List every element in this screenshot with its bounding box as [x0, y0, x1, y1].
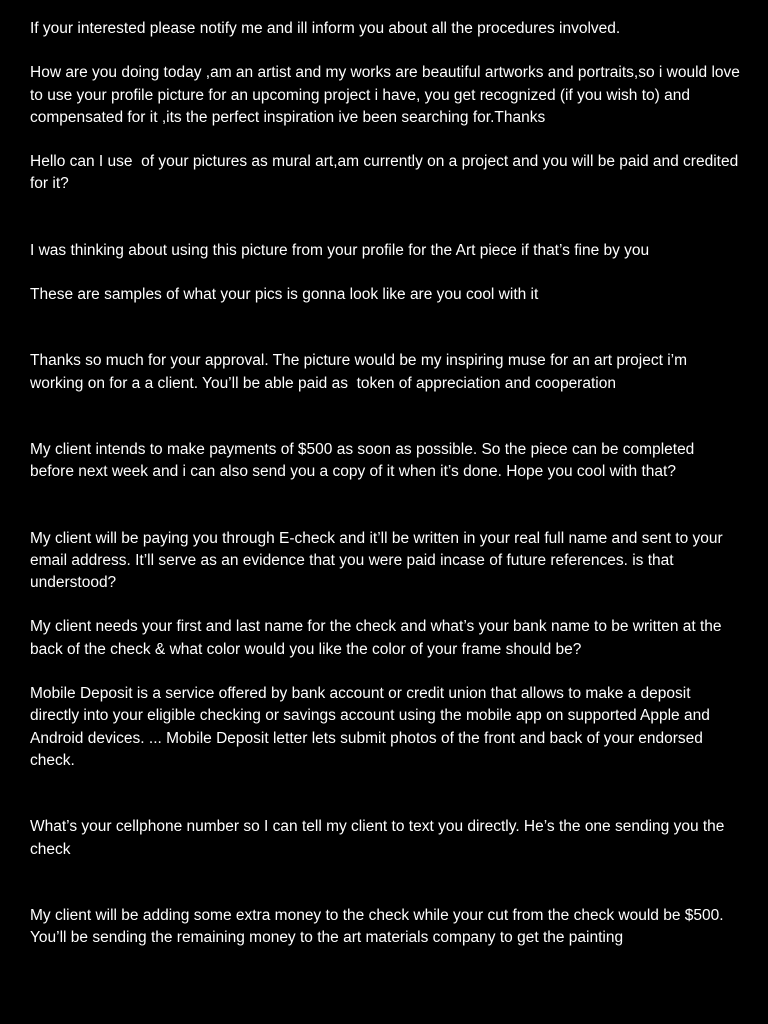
- paragraph-10: Mobile Deposit is a service offered by bank account or credit union that allows to make a deposit directly into your eligible checking or savings account using the mobile app on supported Apple and Android devices. ... Mobile Deposit letter lets submit photos of the front and back of your endorsed check.: [30, 685, 714, 769]
- paragraph-8: My client will be paying you through E-check and it’ll be written in your real full name and sent to your email address. It’ll serve as an evidence that you were paid incase of future references. is that understood?: [30, 529, 727, 592]
- message-document: [30, 18, 745, 949]
- paragraph-4: I was thinking about using this picture from your profile for the Art piece if that’s fine by you: [30, 241, 650, 259]
- paragraph-5: These are samples of what your pics is gonna look like are you cool with it: [30, 286, 539, 304]
- paragraph-3: Hello can I use of your pictures as mural art,am currently on a project and you will be paid and credited for it?: [30, 153, 743, 193]
- paragraph-9: My client needs your first and last name for the check and what’s your bank name to be written at the back of the check & what color would you like the color of your frame should be?: [30, 618, 726, 658]
- paragraph-2: How are you doing today ,am an artist and my works are beautiful artworks and portraits,so i would love to use your profile picture for an upcoming project i have, you get recognized (if you wish to) and compensated for it ,its the perfect inspiration ive been searching for.Thanks: [30, 64, 745, 126]
- paragraph-6: Thanks so much for your approval. The picture would be my inspiring muse for an art project i’m working on for a a client. You’ll be able paid as token of appreciation and cooperation: [30, 352, 692, 392]
- paragraph-12: My client will be adding some extra money to the check while your cut from the check would be $500. You’ll be sending the remaining money to the art materials company to get the painting: [30, 906, 728, 947]
- paragraph-7: My client intends to make payments of $500 as soon as possible. So the piece can be completed before next week and i can also send you a copy of it when it’s done. Hope you cool with that?: [30, 440, 699, 481]
- paragraph-1: If your interested please notify me and ill inform you about all the procedures involved.: [30, 20, 621, 37]
- paragraph-11: What’s your cellphone number so I can tell my client to text you directly. He’s the one sending you the check: [30, 818, 729, 858]
